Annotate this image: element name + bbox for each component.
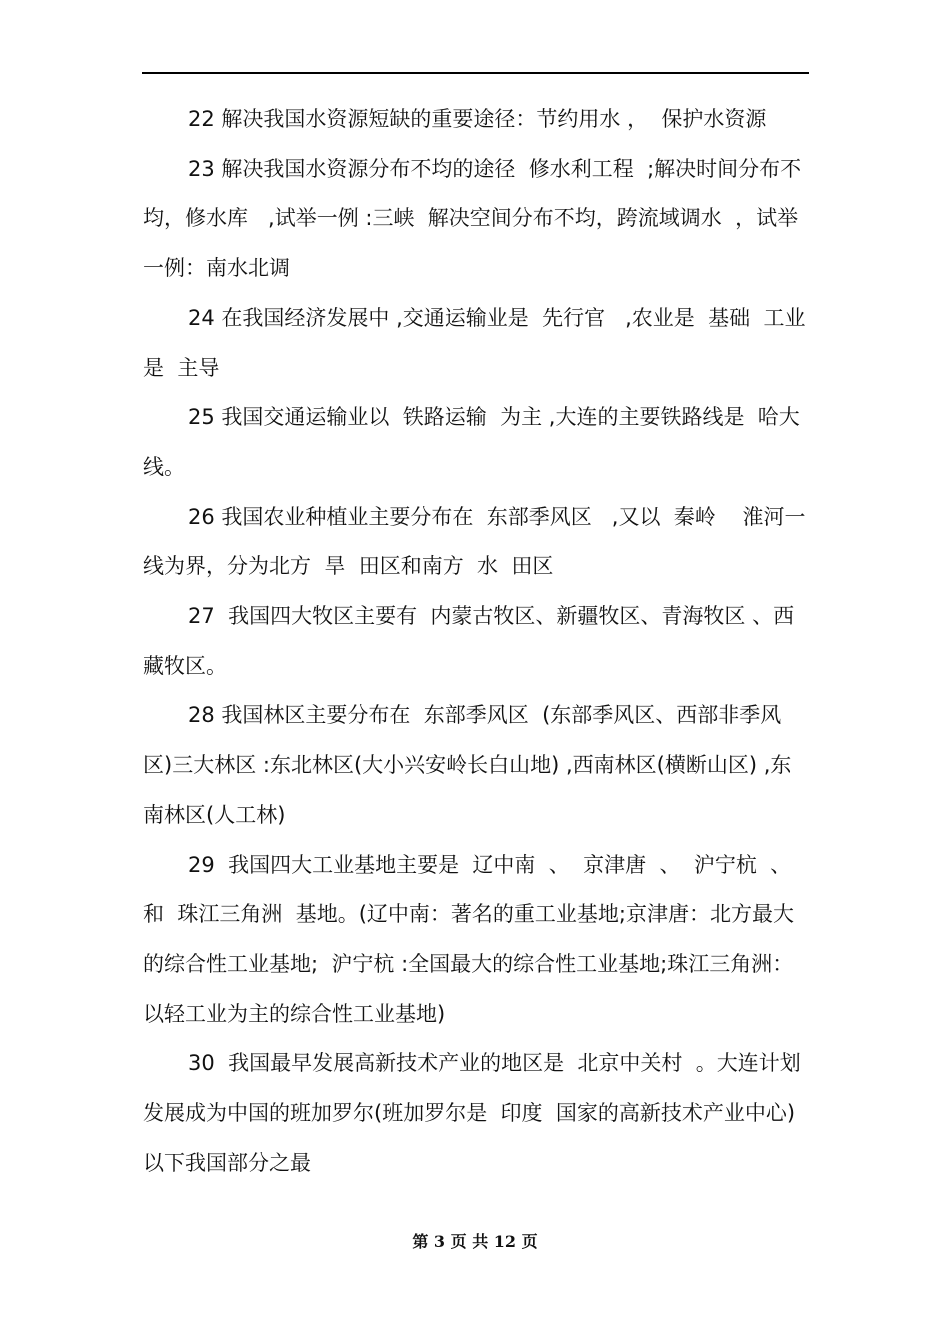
paragraph-22: 22 解决我国水资源短缺的重要途径：节约用水 ， 保护水资源	[188, 107, 767, 131]
paragraph-28: 28 我国林区主要分布在 东部季风区 (东部季风区、西部非季风区)三大林区 :东北林区(大小兴安岭长白山地) ,西南林区(横断山区) ,东南林区(人工林)	[143, 703, 792, 827]
header-rule	[142, 72, 809, 74]
paragraph-25: 25 我国交通运输业以 铁路运输 为主 ,大连的主要铁路线是 哈大 线。	[143, 405, 807, 479]
paragraph-26: 26 我国农业种植业主要分布在 东部季风区 ,又以 秦岭 淮河一线为界，分为北方 旱 田区和南方 水 田区	[143, 504, 806, 579]
paragraph-30: 30 我国最早发展高新技术产业的地区是 北京中关村 。大连计划发展成为中国的班加罗尔(班加罗尔是 印度 国家的高新技术产业中心) 以下我国部分之最	[143, 1051, 809, 1175]
paragraph-24: 24 在我国经济发展中 ,交通运输业是 先行官 ,农业是 基础 工业是 主导	[143, 305, 806, 380]
paragraph-27: 27 我国四大牧区主要有 内蒙古牧区、新疆牧区、青海牧区 、西藏牧区。	[143, 604, 795, 678]
page-number-footer: 第 3 页 共 12 页	[412, 1232, 538, 1251]
document-body	[143, 95, 809, 1188]
paragraph-23: 23 解决我国水资源分布不均的途径 修水利工程 ;解决时间分布不均，修水库 ,试举一例 :三峡 解决空间分布不均，跨流域调水 ，试举一例：南水北调	[143, 156, 802, 281]
paragraph-29: 29 我国四大工业基地主要是 辽中南 、 京津唐 、 沪宁杭 、和 珠江三角洲 基地。(辽中南：著名的重工业基地;京津唐：北方最大的综合性工业基地; 沪宁杭 :全国最大的综合性工业基地;珠江三角洲：以轻工业为主的综合性工业基地)	[143, 852, 794, 1026]
